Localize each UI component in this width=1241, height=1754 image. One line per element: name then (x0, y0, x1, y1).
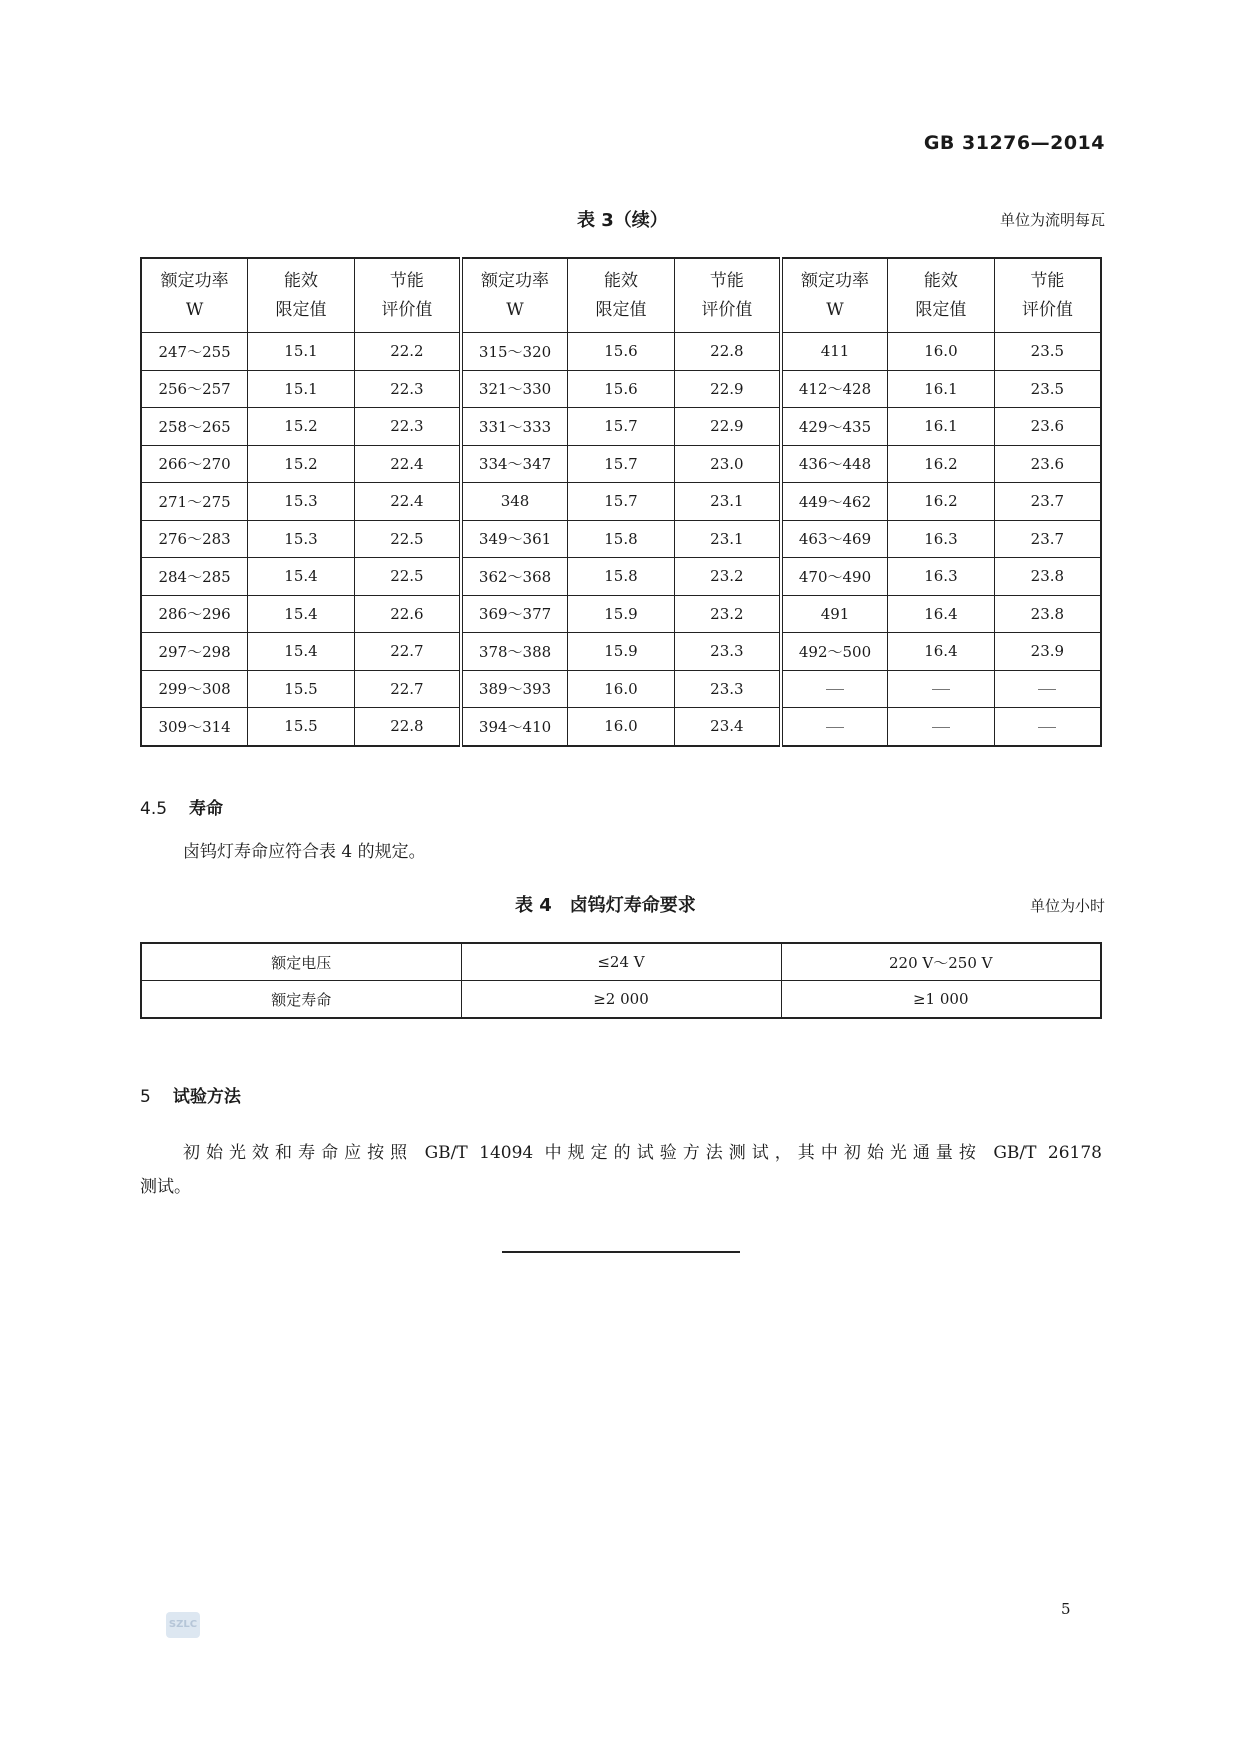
table-cell: 15.8 (568, 558, 675, 596)
table-cell: 23.8 (994, 558, 1101, 596)
table-cell: 299～308 (141, 670, 248, 708)
table-cell: ≤24 V (461, 943, 781, 981)
table-row (141, 558, 1101, 596)
header-line: 节能 (389, 270, 424, 291)
table-cell: 15.2 (248, 408, 355, 446)
table-row (141, 408, 1101, 446)
table-cell: 15.4 (248, 558, 355, 596)
table-cell: 15.4 (248, 633, 355, 671)
table-cell: 258～265 (141, 408, 248, 446)
table-cell: 15.3 (248, 483, 355, 521)
header-line: 限定值 (915, 299, 967, 320)
table-cell: 22.2 (354, 333, 461, 371)
table-cell: 15.9 (568, 633, 675, 671)
table-cell: 15.6 (568, 370, 675, 408)
section-title: 试验方法 (172, 1087, 241, 1107)
table-cell: 23.8 (994, 595, 1101, 633)
table-cell: 411 (781, 333, 888, 371)
table-cell: 266～270 (141, 445, 248, 483)
table-cell: 389～393 (461, 670, 568, 708)
table-cell: 22.3 (354, 408, 461, 446)
table-cell: 23.7 (994, 483, 1101, 521)
table-cell: 15.7 (568, 445, 675, 483)
table-cell: 369～377 (461, 595, 568, 633)
section-5-text-line1: 初始光效和寿命应按照 GB/T 14094 中规定的试验方法测试，其中初始光通量按 GB/T 26178 (183, 1143, 1102, 1163)
table-row (141, 370, 1101, 408)
table3-unit: 单位为流明每瓦 (999, 211, 1105, 229)
table-cell: 256～257 (141, 370, 248, 408)
table-cell: 309～314 (141, 708, 248, 746)
table-cell: 22.4 (354, 483, 461, 521)
table-cell: 23.9 (994, 633, 1101, 671)
table3-header-cell (568, 258, 675, 333)
publisher-logo-icon: SZLC (166, 1612, 200, 1638)
table-cell: 23.3 (674, 633, 781, 671)
table-cell: 348 (461, 483, 568, 521)
section-5-text (140, 1136, 1102, 1204)
table-cell: 220 V～250 V (781, 943, 1101, 981)
table-cell: 22.6 (354, 595, 461, 633)
table-cell: 23.6 (994, 408, 1101, 446)
table-row (141, 633, 1101, 671)
header-line: 节能 (1030, 270, 1065, 291)
table-cell: 378～388 (461, 633, 568, 671)
end-rule (502, 1251, 740, 1253)
table-row (141, 445, 1101, 483)
table3-header-cell (674, 258, 781, 333)
table-cell: 16.1 (888, 370, 995, 408)
table-cell: 23.7 (994, 520, 1101, 558)
table4 (140, 942, 1102, 1019)
table-cell: 16.3 (888, 558, 995, 596)
table4-caption: 表 4 卤钨灯寿命要求 (515, 895, 696, 916)
page-number: 5 (1061, 1600, 1071, 1618)
table-cell: 23.2 (674, 558, 781, 596)
table3-header-row (141, 258, 1101, 333)
table-cell: 334～347 (461, 445, 568, 483)
header-line: 评价值 (701, 299, 753, 320)
section-5-heading (140, 1082, 241, 1107)
header-line: W (826, 299, 844, 320)
table-row (141, 708, 1101, 746)
table-cell: 22.5 (354, 558, 461, 596)
header-line: 限定值 (275, 299, 327, 320)
table3 (140, 257, 1102, 747)
table3-caption: 表 3（续） (577, 210, 668, 231)
header-line: 额定功率 (160, 270, 229, 291)
table-cell: 16.0 (568, 670, 675, 708)
table-cell: 15.3 (248, 520, 355, 558)
table-cell: 247～255 (141, 333, 248, 371)
table-cell: 23.0 (674, 445, 781, 483)
table-cell: 16.4 (888, 595, 995, 633)
table-row (141, 670, 1101, 708)
table-cell: 492～500 (781, 633, 888, 671)
table-cell: 15.5 (248, 708, 355, 746)
header-line: 节能 (709, 270, 744, 291)
table-cell: 436～448 (781, 445, 888, 483)
table-cell: 23.5 (994, 333, 1101, 371)
table-cell: 284～285 (141, 558, 248, 596)
section-title: 寿命 (189, 799, 224, 819)
table3-header-cell (248, 258, 355, 333)
table-cell: 额定寿命 (141, 981, 461, 1019)
table-cell: 315～320 (461, 333, 568, 371)
table3-header-cell (354, 258, 461, 333)
table-cell: 16.0 (568, 708, 675, 746)
table-cell: 22.8 (674, 333, 781, 371)
table-cell: 额定电压 (141, 943, 461, 981)
header-line: W (506, 299, 524, 320)
table-cell: 22.5 (354, 520, 461, 558)
table-cell: 16.1 (888, 408, 995, 446)
empty-dash-mark (1038, 689, 1056, 690)
header-line: 能效 (603, 270, 638, 291)
table-row (141, 595, 1101, 633)
table-cell: 15.2 (248, 445, 355, 483)
header-line: 能效 (923, 270, 958, 291)
table4-unit: 单位为小时 (1029, 897, 1105, 915)
table-cell: 15.7 (568, 483, 675, 521)
header-line: W (185, 299, 204, 320)
table-cell: 23.2 (674, 595, 781, 633)
table-cell: ≥1 000 (781, 981, 1101, 1019)
table-row (141, 943, 1101, 981)
table-cell (994, 708, 1101, 746)
table-cell: 470～490 (781, 558, 888, 596)
table-cell: 331～333 (461, 408, 568, 446)
table-cell: 15.7 (568, 408, 675, 446)
table-row (141, 520, 1101, 558)
table3-body (141, 333, 1101, 746)
table-cell: 22.7 (354, 670, 461, 708)
table-cell: 15.8 (568, 520, 675, 558)
table-cell: 23.4 (674, 708, 781, 746)
table-cell: 362～368 (461, 558, 568, 596)
table-cell: ≥2 000 (461, 981, 781, 1019)
empty-dash-mark (826, 689, 844, 690)
table-cell: 271～275 (141, 483, 248, 521)
header-line: 评价值 (1021, 299, 1073, 320)
table-cell: 16.2 (888, 445, 995, 483)
table-cell: 16.2 (888, 483, 995, 521)
table-cell: 16.0 (888, 333, 995, 371)
table-cell: 491 (781, 595, 888, 633)
table3-header-cell (888, 258, 995, 333)
section-number: 5 (140, 1087, 151, 1107)
table-cell: 394～410 (461, 708, 568, 746)
table-cell: 22.7 (354, 633, 461, 671)
table-cell: 449～462 (781, 483, 888, 521)
table-cell: 15.5 (248, 670, 355, 708)
table-cell (888, 708, 995, 746)
table-cell: 15.1 (248, 333, 355, 371)
table-cell: 23.6 (994, 445, 1101, 483)
table-cell: 16.3 (888, 520, 995, 558)
table-cell: 321～330 (461, 370, 568, 408)
table-cell: 16.4 (888, 633, 995, 671)
table-cell (888, 670, 995, 708)
table-cell: 463～469 (781, 520, 888, 558)
table-cell: 429～435 (781, 408, 888, 446)
empty-dash-mark (932, 689, 950, 690)
table-row (141, 981, 1101, 1019)
section-4-5-heading (140, 794, 223, 819)
table-cell: 15.6 (568, 333, 675, 371)
table-cell: 286～296 (141, 595, 248, 633)
table-cell (781, 670, 888, 708)
table3-header-cell (781, 258, 888, 333)
table-cell: 276～283 (141, 520, 248, 558)
section-number: 4.5 (140, 799, 168, 819)
section-4-5-text: 卤钨灯寿命应符合表 4 的规定。 (183, 842, 426, 862)
table3-header-cell (994, 258, 1101, 333)
empty-dash-mark (826, 727, 844, 728)
section-5-text-line2: 测试。 (140, 1177, 191, 1197)
empty-dash-mark (932, 727, 950, 728)
header-line: 额定功率 (481, 270, 550, 291)
table-cell: 412～428 (781, 370, 888, 408)
header-line: 能效 (283, 270, 318, 291)
table-cell: 15.1 (248, 370, 355, 408)
table3-header-cell (461, 258, 568, 333)
table-row (141, 333, 1101, 371)
table4-body (141, 943, 1101, 1018)
empty-dash-mark (1038, 727, 1056, 728)
table-cell: 297～298 (141, 633, 248, 671)
table-cell: 22.3 (354, 370, 461, 408)
table-cell: 22.8 (354, 708, 461, 746)
table-cell: 23.1 (674, 520, 781, 558)
header-line: 评价值 (381, 299, 433, 320)
table-cell: 22.9 (674, 370, 781, 408)
table-cell: 22.4 (354, 445, 461, 483)
standard-number: GB 31276—2014 (923, 132, 1105, 154)
table-cell: 15.4 (248, 595, 355, 633)
table-cell: 23.3 (674, 670, 781, 708)
table-cell (994, 670, 1101, 708)
table-cell: 22.9 (674, 408, 781, 446)
header-line: 限定值 (595, 299, 647, 320)
table-cell: 349～361 (461, 520, 568, 558)
table-cell (781, 708, 888, 746)
table3-header-cell (141, 258, 248, 333)
table-row (141, 483, 1101, 521)
header-line: 额定功率 (801, 270, 870, 291)
table-cell: 23.5 (994, 370, 1101, 408)
table-cell: 23.1 (674, 483, 781, 521)
table-cell: 15.9 (568, 595, 675, 633)
